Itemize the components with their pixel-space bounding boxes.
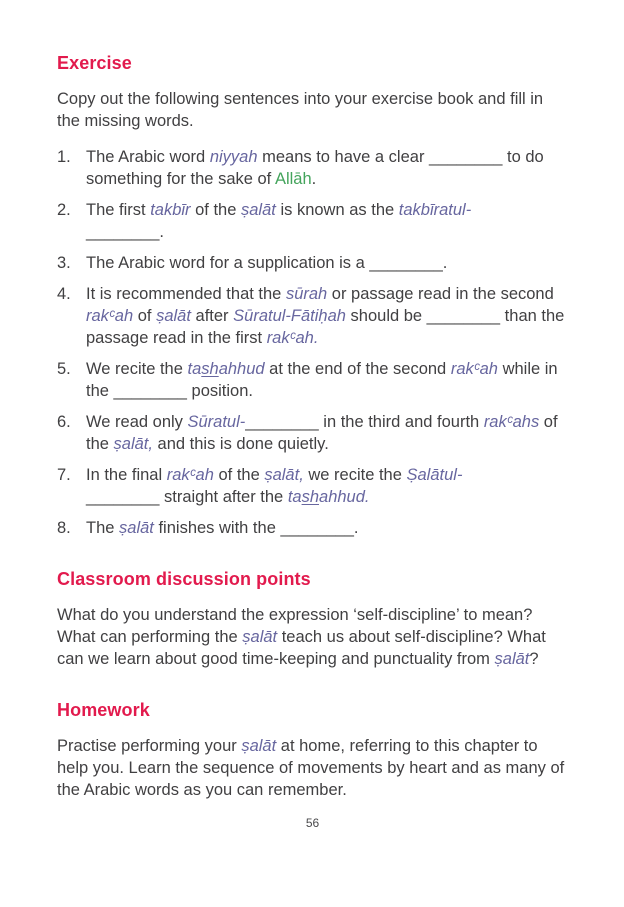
list-item bbox=[57, 464, 568, 508]
list-item bbox=[57, 283, 568, 349]
list-item-number: 8. bbox=[57, 519, 71, 537]
list-item-number: 2. bbox=[57, 201, 71, 219]
list-item-text: The ṣalāt finishes with the ________. bbox=[86, 519, 359, 537]
list-item-text: The Arabic word niyyah means to have a clear ________ to do something for the sake of Allāh. bbox=[86, 148, 544, 188]
list-item-text: The Arabic word for a supplication is a ________. bbox=[86, 254, 448, 272]
list-item-number: 4. bbox=[57, 285, 71, 303]
exercise-intro: Copy out the following sentences into your exercise book and fill in the missing words. bbox=[57, 90, 544, 130]
exercise-heading: Exercise bbox=[57, 53, 132, 73]
list-item bbox=[57, 199, 568, 243]
list-item-number: 5. bbox=[57, 360, 71, 378]
list-item-text: It is recommended that the sūrah or passage read in the second rakᶜah of ṣalāt after Sūratul-Fātiḥah should be ________ than the passage read in the first rakᶜah. bbox=[86, 285, 565, 347]
list-item bbox=[57, 411, 568, 455]
list-item-text: We read only Sūratul-________ in the third and fourth rakᶜahs of the ṣalāt, and this is done quietly. bbox=[86, 413, 558, 453]
homework-heading: Homework bbox=[57, 700, 150, 720]
list-item-text: The first takbīr of the ṣalāt is known as the takbīratul- ________. bbox=[86, 201, 472, 241]
list-item-number: 3. bbox=[57, 254, 71, 272]
list-item-number: 7. bbox=[57, 466, 71, 484]
list-item-number: 6. bbox=[57, 413, 71, 431]
list-item bbox=[57, 252, 568, 274]
homework-text: Practise performing your ṣalāt at home, referring to this chapter to help you. Learn the sequence of movements by heart and as many of the Arabic words as you can remember. bbox=[57, 737, 565, 799]
list-item-text: We recite the tashahhud at the end of the second rakᶜah while in the ________ position. bbox=[86, 360, 558, 400]
discussion-heading: Classroom discussion points bbox=[57, 569, 311, 589]
page-number: 56 bbox=[305, 816, 320, 830]
list-item bbox=[57, 358, 568, 402]
list-item bbox=[57, 146, 568, 190]
exercise-list bbox=[57, 146, 568, 539]
list-item-number: 1. bbox=[57, 148, 71, 166]
list-item bbox=[57, 517, 568, 539]
list-item-text: In the final rakᶜah of the ṣalāt, we recite the Ṣalātul- ________ straight after the tashahhud. bbox=[86, 466, 463, 506]
discussion-text: What do you understand the expression ‘self-discipline’ to mean? What can performing the ṣalāt teach us about self-discipline? What can we learn about good time-keeping and punctuality from ṣalāt? bbox=[57, 606, 546, 668]
